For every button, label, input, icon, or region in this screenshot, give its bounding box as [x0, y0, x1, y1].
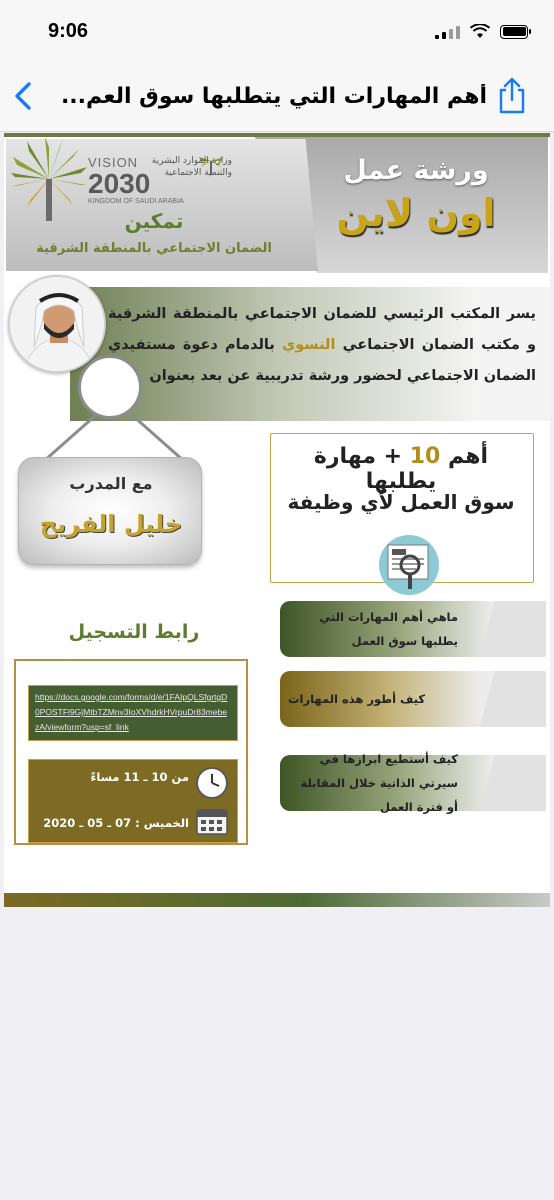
clock-icon	[195, 766, 229, 800]
trainer-photo	[8, 275, 106, 373]
page-title: أهم المهارات التي يتطلبها سوق العم...	[60, 84, 488, 109]
status-icons	[435, 24, 528, 39]
battery-icon	[500, 25, 528, 39]
workshop-time: من 10 ـ 11 مساءً	[90, 770, 189, 784]
hanger-strings	[34, 413, 194, 463]
bullet-highlight-in-cv: كيف أستطيع ابرازها في سيرتي الذاتية خلال المقابلة أو فترة العمل	[280, 755, 546, 811]
intro-paragraph: يسر المكتب الرئيسي للضمان الاجتماعي بالمنطقة الشرقية و مكتب الضمان الاجتماعي النسوي بالدمام دعوة مستفيدي الضمان الاجتماعي لحضور ورشة تدريبية عن بعد بعنوان	[108, 306, 536, 384]
flyer-bottom-border	[4, 893, 550, 907]
job-search-icon	[370, 527, 448, 597]
topic-headline: أهم 10 + مهارة يطلبها	[313, 444, 489, 494]
wifi-icon	[470, 24, 490, 39]
trainer-name: خليل الفريح	[39, 510, 183, 538]
online-heading: اون لاين	[336, 191, 496, 235]
bullet-skills-needed: ماهي أهم المهارات التي يطلبها سوق العمل	[280, 601, 546, 657]
hanger-ring	[78, 355, 142, 419]
status-time: 9:06	[48, 20, 89, 42]
vision-2030-logo: VISION 2030 KINGDOM OF SAUDI ARABIA	[88, 155, 184, 205]
workshop-flyer-image	[4, 133, 550, 907]
department-name: الضمان الاجتماعي بالمنطقة الشرقية	[36, 241, 272, 256]
intro-highlight: النسوي	[281, 337, 336, 353]
workshop-date: الخميس : 07 ـ 05 ـ 2020	[43, 816, 189, 830]
registration-link-box	[28, 685, 238, 741]
share-icon[interactable]	[496, 76, 528, 114]
bullet-develop-skills: كيف أطور هذه المهارات	[280, 671, 546, 727]
topic-subline: سوق العمل لأي وظيفة	[287, 490, 515, 514]
brand-title: تمكين	[124, 209, 184, 233]
schedule-box	[28, 759, 238, 843]
topic-number: 10	[409, 444, 441, 469]
image-viewer[interactable]	[0, 133, 554, 1200]
cellular-signal-icon	[435, 25, 460, 39]
registration-title: رابط التسجيل	[68, 621, 200, 643]
workshop-heading: ورشة عمل	[343, 155, 489, 186]
calendar-icon	[195, 806, 229, 836]
back-chevron-icon[interactable]	[8, 78, 40, 114]
trainer-label: مع المدرب	[69, 474, 153, 493]
ministry-name: وزارة الموارد البشرية والتنمية الاجتماعية	[151, 156, 232, 178]
navigation-bar	[0, 60, 554, 132]
trainer-sign	[18, 457, 202, 565]
status-bar	[0, 0, 554, 60]
registration-link: https://docs.google.com/forms/d/e/1FAIpQLSfgrtgD0POSTFl9GjMtbTZMnv3IoXVhdrkHVrpuDr83mebezA/viewform?usp=sf_link	[35, 692, 228, 732]
